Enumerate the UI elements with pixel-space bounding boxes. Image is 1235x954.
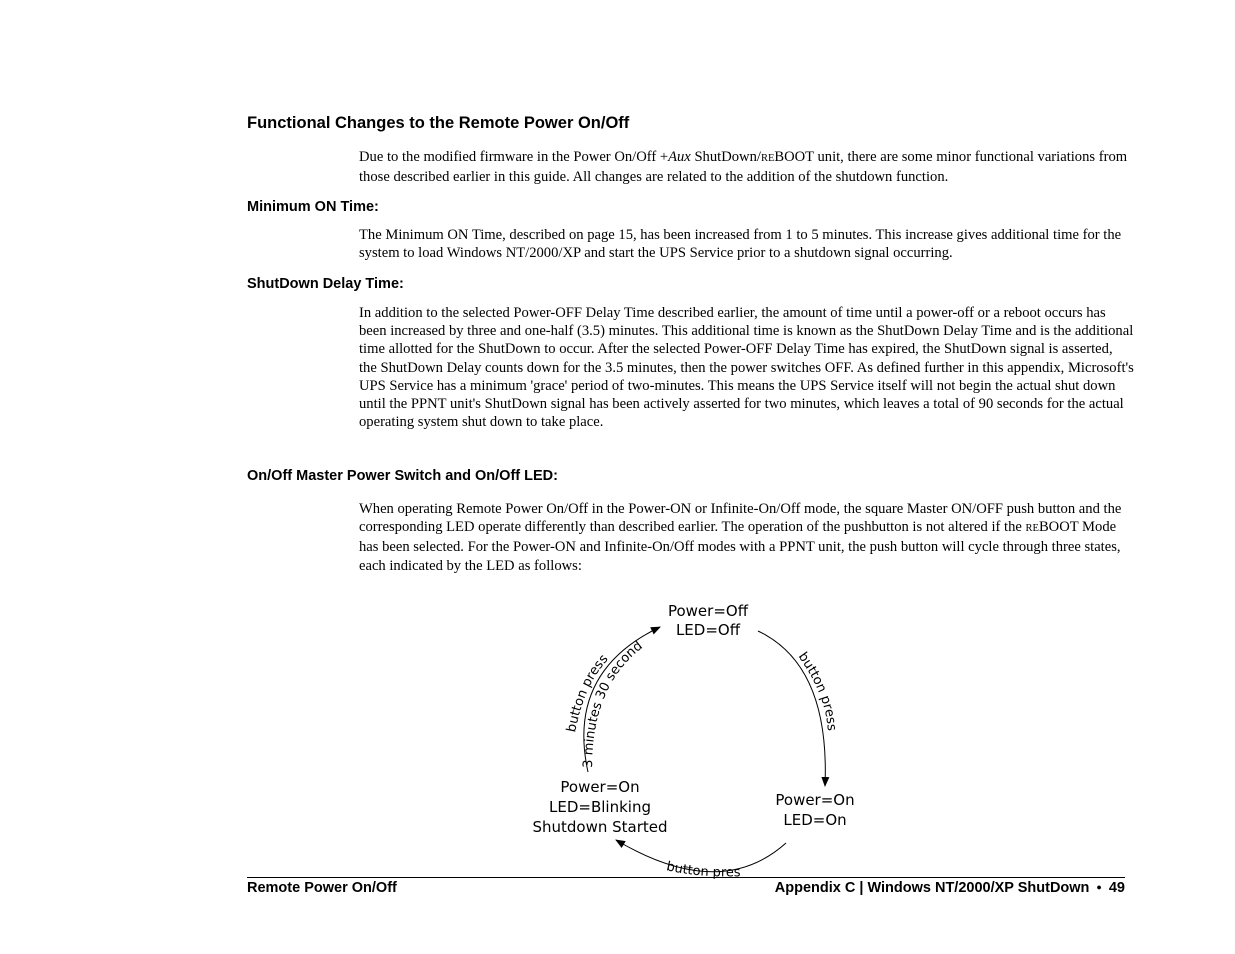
transition-label-blinking-to-off-line1: button press — [564, 651, 612, 734]
state-blinking-status: Shutdown Started — [532, 818, 668, 836]
footer-bullet-icon: ● — [1096, 882, 1102, 892]
minimum-on-time-heading: Minimum ON Time: — [247, 199, 379, 215]
led-state-cycle-diagram — [520, 595, 880, 890]
shutdown-delay-paragraph: In addition to the selected Power-OFF Delay Time described earlier, the amount of time until a power-off or a reboot occurs has been increased by three and one-half (3.5) minutes. This additional time is known as the ShutDown Delay Time and is the additional time allotted for the ShutDown to occur. After the selected Power-OFF Delay Time has expired, the ShutDown signal is asserted, the ShutDown Delay counts down for the 3.5 minutes, then the power switches OFF. As defined further in this appendix, Microsoft's UPS Service has a minimum 'grace' period of two-minutes. This means the UPS Service itself will not begin the actual shut down until the PPNT unit's ShutDown signal has been actively asserted for two minutes, which leaves a total of 90 seconds for the actual operating system shut down to take place. — [359, 305, 1134, 431]
master-switch-heading: On/Off Master Power Switch and On/Off LED: — [247, 468, 558, 484]
page-number: 49 — [1108, 880, 1125, 896]
shutdown-delay-heading: ShutDown Delay Time: — [247, 276, 404, 292]
transition-label-blinking-to-off-line2: 3 minutes 30 second — [580, 638, 646, 768]
state-on-led: LED=On — [783, 811, 847, 829]
state-off-power: Power=Off — [667, 602, 749, 620]
arrow-off-to-on — [758, 631, 825, 786]
master-switch-paragraph: When operating Remote Power On/Off in the Power-ON or Infinite-On/Off mode, the square Master ON/OFF push button and the corresponding LED operate differently than described earlier. The operation of the pushbutton is not altered if the REBOOT Mode has been selected. For the Power-ON and Infinite-On/Off modes with a PPNT unit, the push button will cycle through three states, each indicated by the LED as follows: — [359, 501, 1122, 574]
minimum-on-time-paragraph: The Minimum ON Time, described on page 15, has been increased from 1 to 5 minutes. This increase gives additional time for the system to load Windows NT/2000/XP and start the UPS Service prior to a shutdown signal occurring. — [359, 227, 1122, 262]
section-title: Functional Changes to the Remote Power On/Off — [247, 114, 630, 132]
state-off-led: LED=Off — [675, 621, 741, 639]
transition-label-off-to-on: button press — [794, 649, 839, 732]
footer-appendix: Appendix C | Windows NT/2000/XP ShutDown ● 49 — [774, 880, 1125, 896]
footer-rule — [247, 877, 1125, 878]
transition-label-on-to-blinking: button pres — [665, 859, 741, 881]
state-blinking-led: LED=Blinking — [549, 798, 651, 816]
state-on-power: Power=On — [775, 791, 855, 809]
state-blinking-power: Power=On — [560, 778, 640, 796]
intro-paragraph: Due to the modified firmware in the Power On/Off +Aux ShutDown/REBOOT unit, there are some minor functional variations from those described earlier in this guide. All changes are related to the addition of the shutdown function. — [359, 149, 1128, 186]
footer-chapter: Remote Power On/Off — [247, 880, 397, 896]
